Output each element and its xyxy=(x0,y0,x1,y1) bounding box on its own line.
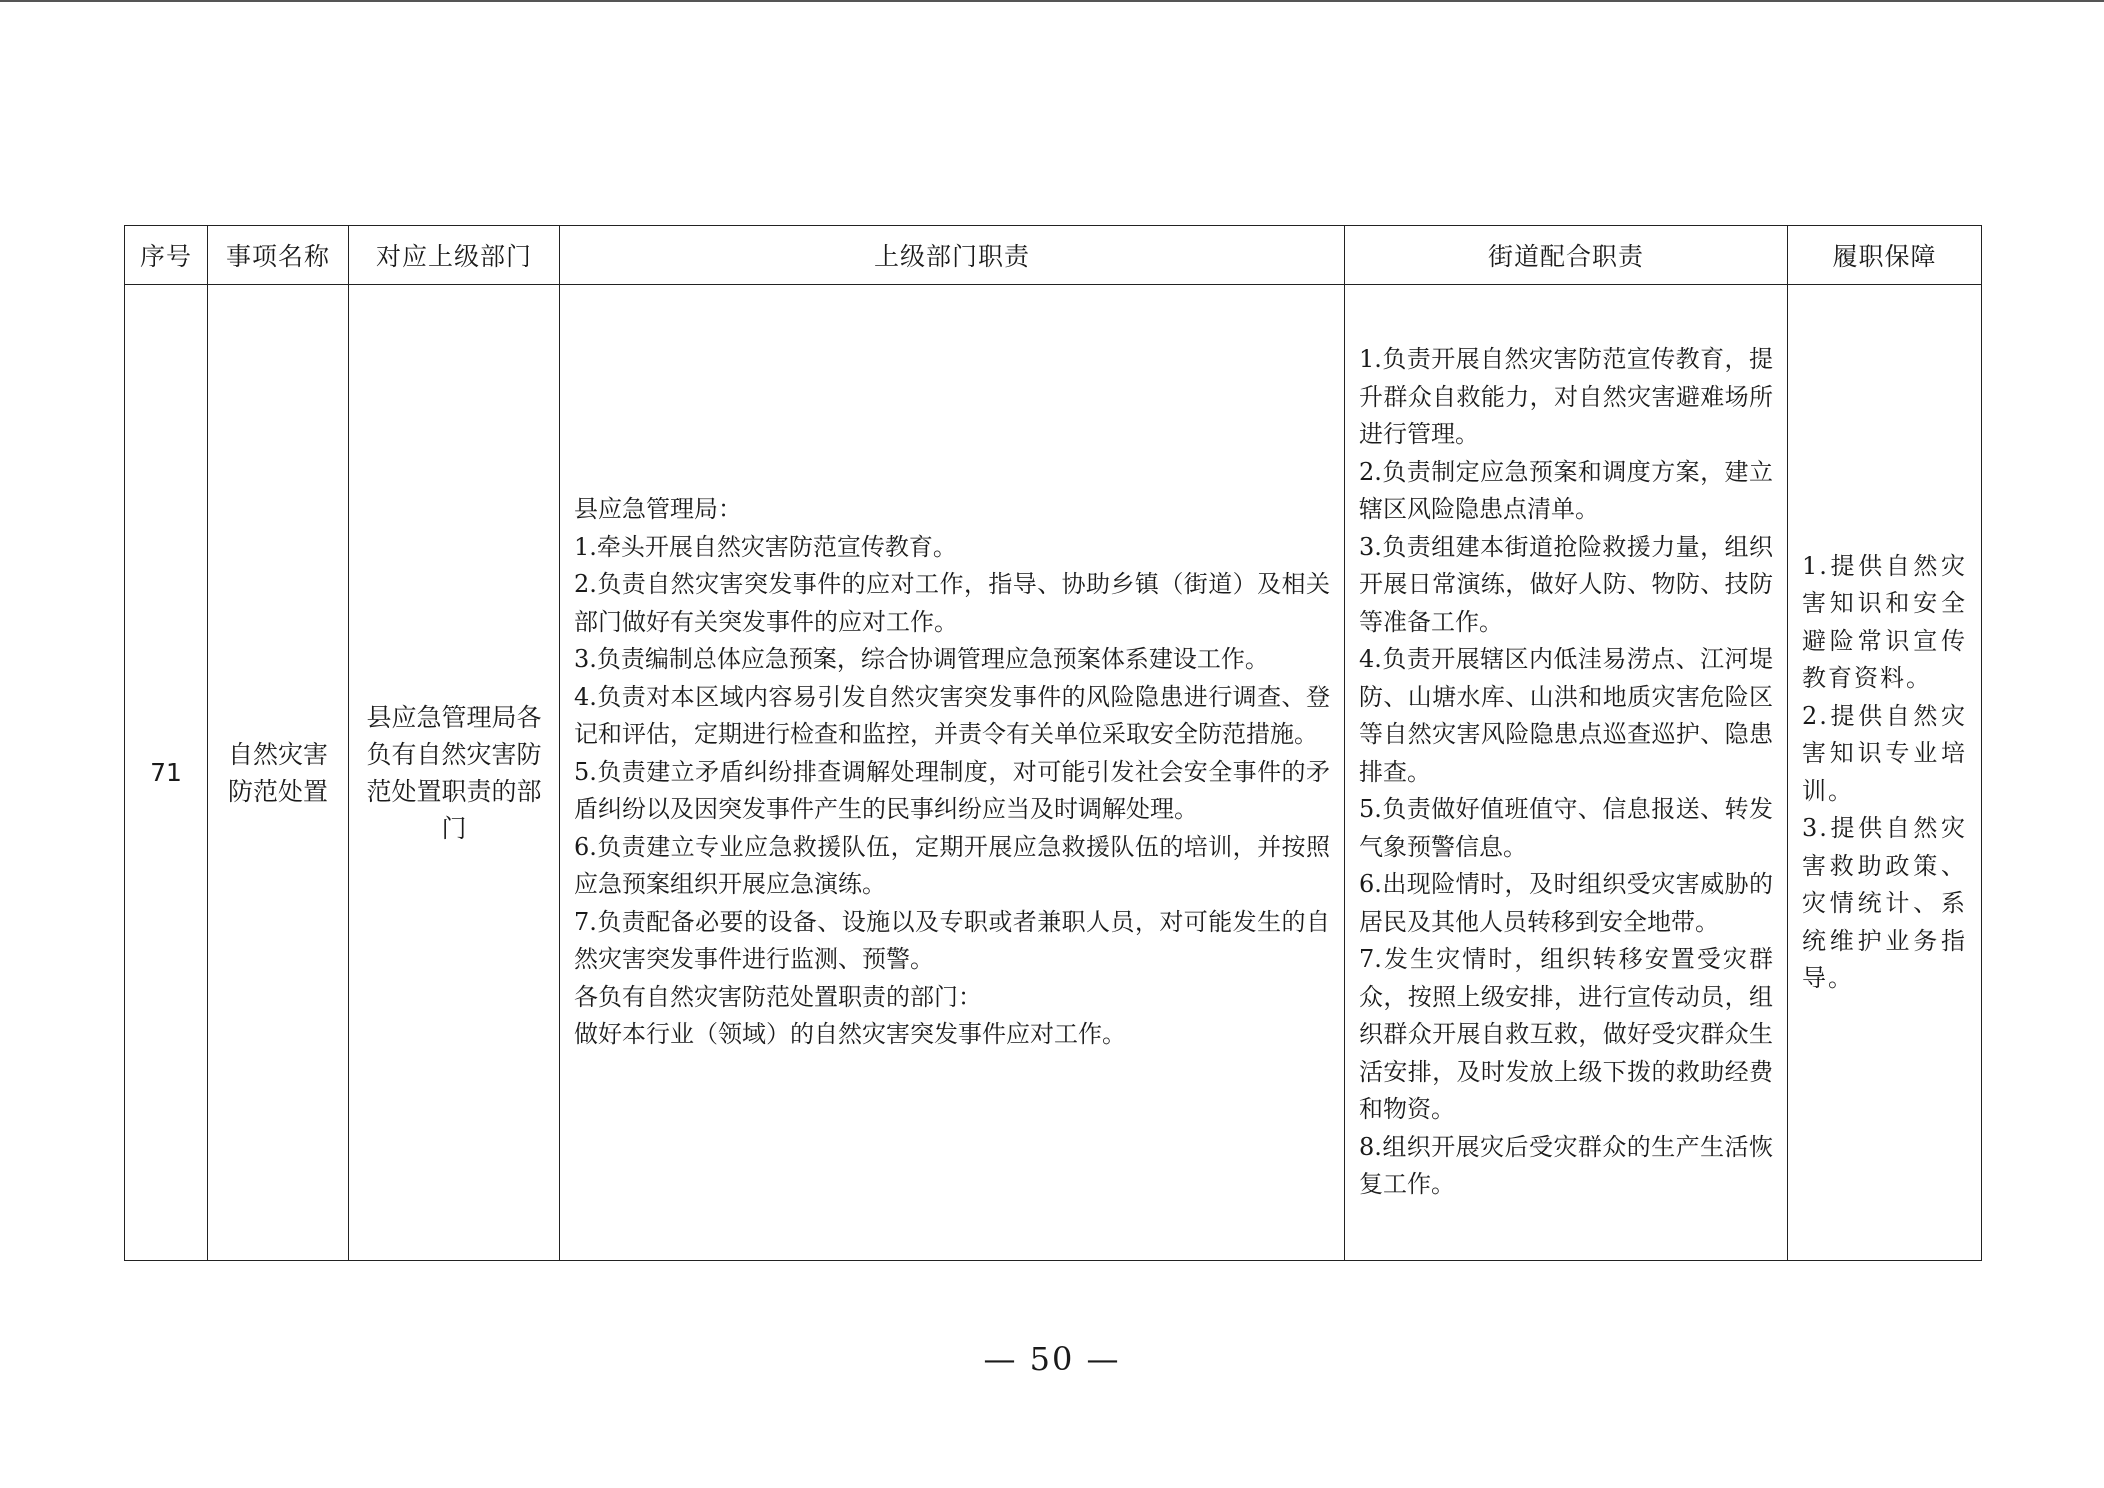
street-duty-line: 5.负责做好值班值守、信息报送、转发气象预警信息。 xyxy=(1359,795,1773,861)
cell-item-name: 自然灾害防范处置 xyxy=(208,285,349,1261)
header-guarantee: 履职保障 xyxy=(1788,226,1982,285)
guarantee-line: 3.提供自然灾害救助政策、灾情统计、系统维护业务指导。 xyxy=(1802,814,1967,992)
superior-duty-line: 做好本行业（领域）的自然灾害突发事件应对工作。 xyxy=(574,1020,1126,1049)
street-duties-list xyxy=(1345,341,1787,1204)
street-duty-line: 8.组织开展灾后受灾群众的生产生活恢复工作。 xyxy=(1359,1132,1773,1199)
header-superior-dept: 对应上级部门 xyxy=(349,226,560,285)
header-superior-duties: 上级部门职责 xyxy=(560,226,1345,285)
street-duty-line: 7.发生灾情时，组织转移安置受灾群众，按照上级安排，进行宣传动员，组织群众开展自救互救，做好受灾群众生活安排，及时发放上级下拨的救助经费和物资。 xyxy=(1359,945,1773,1124)
cell-seq: 71 xyxy=(125,285,208,1261)
superior-duty-line: 5.负责建立矛盾纠纷排查调解处理制度，对可能引发社会安全事件的矛盾纠纷以及因突发事件产生的民事纠纷应当及时调解处理。 xyxy=(574,757,1330,824)
superior-duty-line: 4.负责对本区域内容易引发自然灾害突发事件的风险隐患进行调查、登记和评估，定期进行检查和监控，并责令有关单位采取安全防范措施。 xyxy=(574,682,1330,749)
duty-table xyxy=(124,225,1982,1261)
guarantee-list xyxy=(1788,548,1981,998)
street-duty-line: 3.负责组建本街道抢险救援力量，组织开展日常演练，做好人防、物防、技防等准备工作。 xyxy=(1359,532,1773,636)
street-duty-line: 6.出现险情时，及时组织受灾害威胁的居民及其他人员转移到安全地带。 xyxy=(1359,870,1773,936)
street-duty-line: 2.负责制定应急预案和调度方案，建立辖区风险隐患点清单。 xyxy=(1359,457,1773,524)
superior-duty-line: 7.负责配备必要的设备、设施以及专职或者兼职人员，对可能发生的自然灾害突发事件进行监测、预警。 xyxy=(574,907,1330,974)
header-street-duties: 街道配合职责 xyxy=(1345,226,1788,285)
cell-superior-dept: 县应急管理局各负有自然灾害防范处置职责的部门 xyxy=(349,285,560,1261)
guarantee-line: 2.提供自然灾害知识专业培训。 xyxy=(1802,701,1967,805)
superior-duty-line: 6.负责建立专业应急救援队伍，定期开展应急救援队伍的培训，并按照应急预案组织开展应急演练。 xyxy=(574,832,1330,899)
cell-superior-duties xyxy=(560,285,1345,1261)
superior-duty-line: 各负有自然灾害防范处置职责的部门： xyxy=(574,982,982,1011)
header-seq: 序号 xyxy=(125,226,208,285)
guarantee-line: 1.提供自然灾害知识和安全避险常识宣传教育资料。 xyxy=(1802,551,1967,692)
page-top-border xyxy=(0,0,2104,2)
street-duty-line: 4.负责开展辖区内低洼易涝点、江河堤防、山塘水库、山洪和地质灾害危险区等自然灾害风险隐患点巡查巡护、隐患排查。 xyxy=(1359,645,1773,786)
header-item-name: 事项名称 xyxy=(208,226,349,285)
superior-duty-line: 2.负责自然灾害突发事件的应对工作，指导、协助乡镇（街道）及相关部门做好有关突发事件的应对工作。 xyxy=(574,570,1330,636)
street-duty-line: 1.负责开展自然灾害防范宣传教育，提升群众自救能力，对自然灾害避难场所进行管理。 xyxy=(1359,345,1773,449)
cell-guarantee xyxy=(1788,285,1982,1261)
superior-duty-line: 3.负责编制总体应急预案，综合协调管理应急预案体系建设工作。 xyxy=(574,645,1269,674)
table-row xyxy=(125,285,1982,1261)
cell-street-duties xyxy=(1345,285,1788,1261)
superior-duties-list xyxy=(560,491,1344,1054)
superior-duty-line: 1.牵头开展自然灾害防范宣传教育。 xyxy=(574,532,957,561)
page-number: — 50 — xyxy=(983,1340,1121,1378)
superior-duty-line: 县应急管理局： xyxy=(574,495,742,524)
table-header-row xyxy=(125,226,1982,285)
